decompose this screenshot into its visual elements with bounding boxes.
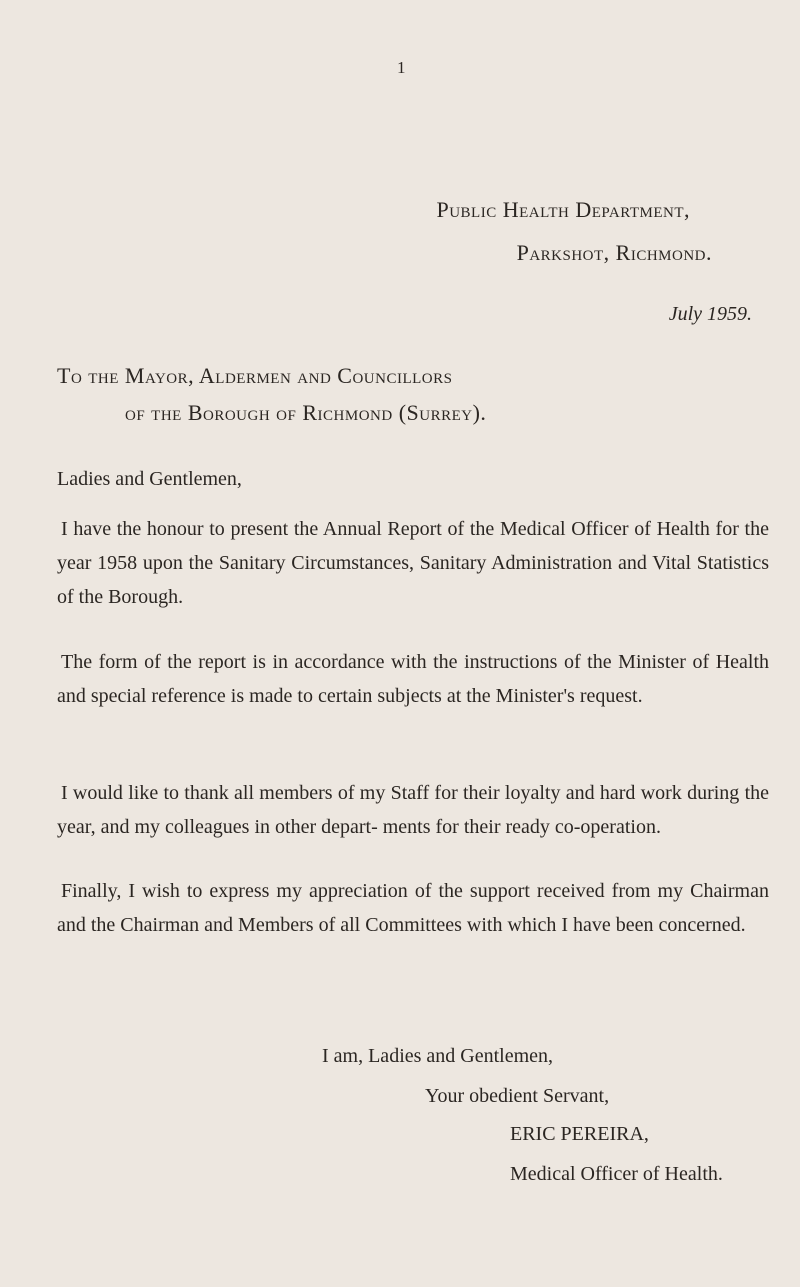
signatory-name: ERIC PEREIRA,: [510, 1123, 649, 1145]
paragraph-1: I have the honour to present the Annual Report of the Medical Officer of Health for the year 1958 upon the Sanitary Circumstances, Sanitary Administration and Vital Statistics of the Borough.: [57, 518, 769, 608]
paragraph-2: The form of the report is in accordance with the instructions of the Minister of Health and special reference is made to certain subjects at the Minister's request.: [57, 651, 769, 707]
address-line-1: Public Health Department,: [436, 197, 690, 222]
closing-line-1: I am, Ladies and Gentlemen,: [322, 1045, 554, 1067]
recipient-line-1: To the Mayor, Aldermen and Councillors: [57, 363, 453, 388]
letter-date: July 1959.: [668, 303, 752, 325]
closing-line-2: Your obedient Servant,: [425, 1085, 610, 1107]
salutation: Ladies and Gentlemen,: [57, 468, 242, 490]
signatory-title: Medical Officer of Health.: [510, 1163, 723, 1185]
page-number: 1: [397, 58, 406, 77]
recipient-line-2: of the Borough of Richmond (Surrey).: [125, 400, 487, 425]
paragraph-4: Finally, I wish to express my appreciation of the support received from my Chairman and the Chairman and Members of all Committees with which I have been concerned.: [57, 880, 769, 936]
address-line-2: Parkshot, Richmond.: [516, 240, 712, 265]
paragraph-3: I would like to thank all members of my Staff for their loyalty and hard work during the year, and my colleagues in other depart- ments for their ready co-operation.: [57, 782, 769, 838]
